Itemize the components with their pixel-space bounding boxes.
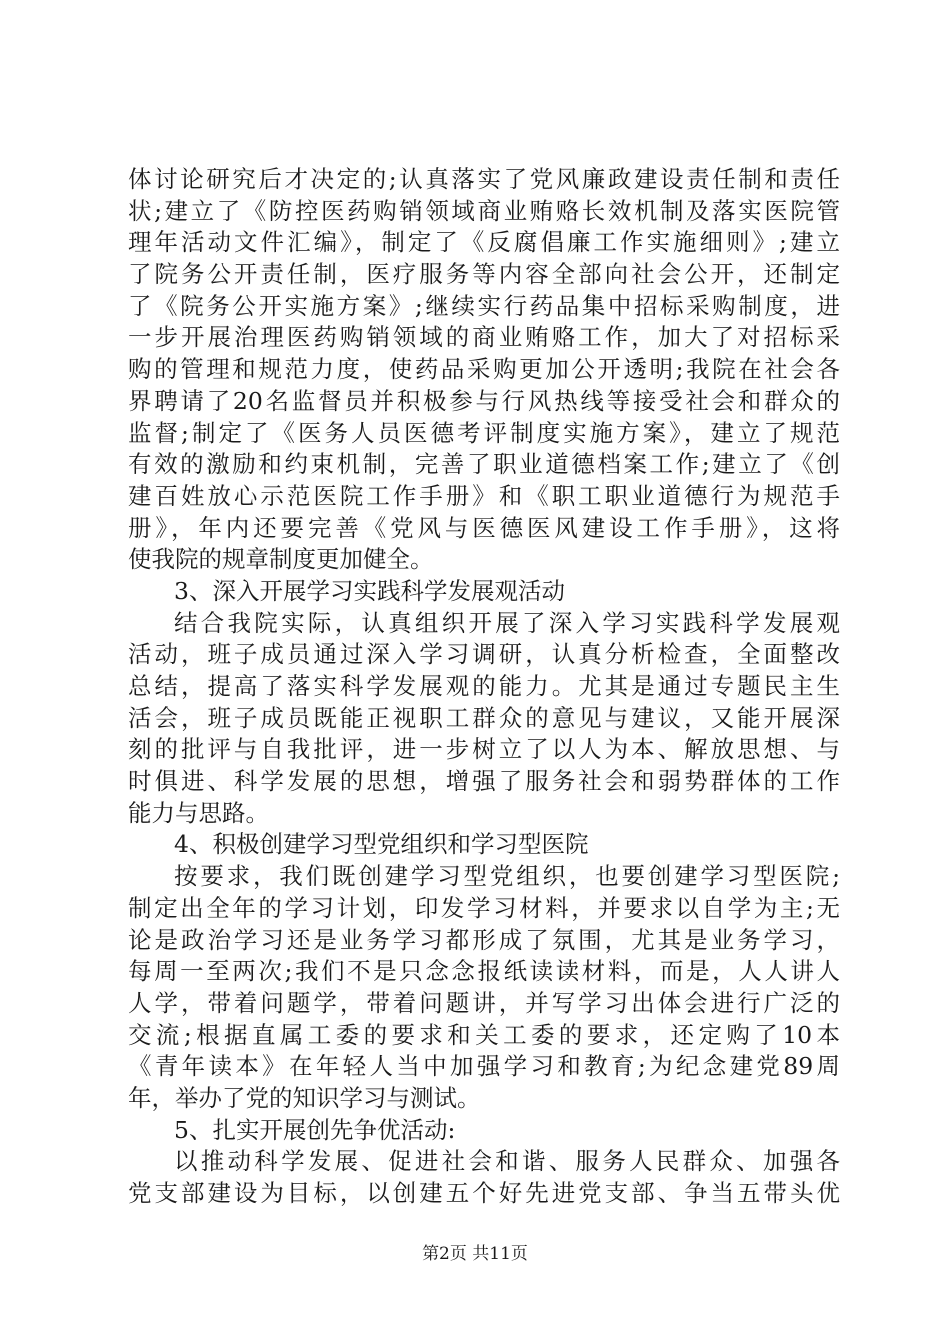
text-line: 能力与思路。	[128, 798, 269, 827]
text-line: 人学，带着问题学，带着问题讲，并写学习出体会进行广泛的	[128, 988, 840, 1017]
text-line: 活动，班子成员通过深入学习调研，认真分析检查，全面整改	[128, 640, 840, 669]
text-line: 每周一至两次;我们不是只念念报纸读读材料，而是，人人讲人	[128, 957, 840, 986]
text-line: 活会，班子成员既能正视职工群众的意见与建议，又能开展深	[128, 703, 840, 732]
document-body	[128, 164, 840, 1210]
text-line: 理年活动文件汇编》，制定了《反腐倡廉工作实施细则》;建立	[128, 228, 840, 257]
section-heading: 5、扎实开展创先争优活动:	[174, 1115, 456, 1144]
text-line: 论是政治学习还是业务学习都形成了氛围，尤其是业务学习，	[128, 925, 840, 954]
text-line: 有效的激励和约束机制，完善了职业道德档案工作;建立了《创	[128, 450, 840, 479]
text-line: 年，举办了党的知识学习与测试。	[128, 1083, 481, 1112]
text-line: 册》，年内还要完善《党风与医德医风建设工作手册》，这将	[128, 513, 840, 542]
text-line: 了《院务公开实施方案》;继续实行药品集中招标采购制度，进	[128, 291, 840, 320]
text-line: 状;建立了《防控医药购销领域商业贿赂长效机制及落实医院管	[128, 196, 840, 225]
text-line: 刻的批评与自我批评，进一步树立了以人为本、解放思想、与	[128, 735, 840, 764]
text-line: 以推动科学发展、促进社会和谐、服务人民群众、加强各	[174, 1147, 840, 1176]
text-line: 购的管理和规范力度，使药品采购更加公开透明;我院在社会各	[128, 355, 840, 384]
section-heading: 4、积极创建学习型党组织和学习型医院	[174, 830, 589, 859]
text-line: 使我院的规章制度更加健全。	[128, 545, 434, 574]
page-footer: 第2页 共11页	[422, 1244, 528, 1264]
text-line: 结合我院实际，认真组织开展了深入学习实践科学发展观	[174, 608, 840, 637]
text-line: 监督;制定了《医务人员医德考评制度实施方案》，建立了规范	[128, 418, 840, 447]
text-line: 体讨论研究后才决定的;认真落实了党风廉政建设责任制和责任	[128, 165, 840, 193]
text-line: 建百姓放心示范医院工作手册》和《职工职业道德行为规范手	[128, 481, 840, 510]
text-line: 制定出全年的学习计划，印发学习材料，并要求以自学为主;无	[128, 893, 840, 922]
text-line: 了院务公开责任制，医疗服务等内容全部向社会公开，还制定	[128, 260, 840, 289]
text-line: 时俱进、科学发展的思想，增强了服务社会和弱势群体的工作	[128, 767, 840, 796]
text-line: 党支部建设为目标，以创建五个好先进党支部、争当五带头优	[128, 1179, 840, 1207]
text-line: 界聘请了20名监督员并积极参与行风热线等接受社会和群众的	[128, 386, 840, 415]
text-line: 总结，提高了落实科学发展观的能力。尤其是通过专题民主生	[128, 672, 840, 700]
text-line: 交流;根据直属工委的要求和关工委的要求，还定购了10本	[128, 1020, 840, 1049]
text-line: 《青年读本》在年轻人当中加强学习和教育;为纪念建党89周	[128, 1052, 840, 1081]
text-line: 按要求，我们既创建学习型党组织，也要创建学习型医院;	[174, 862, 840, 891]
section-heading: 3、深入开展学习实践科学发展观活动	[174, 576, 565, 605]
text-line: 一步开展治理医药购销领域的商业贿赂工作，加大了对招标采	[128, 323, 840, 352]
